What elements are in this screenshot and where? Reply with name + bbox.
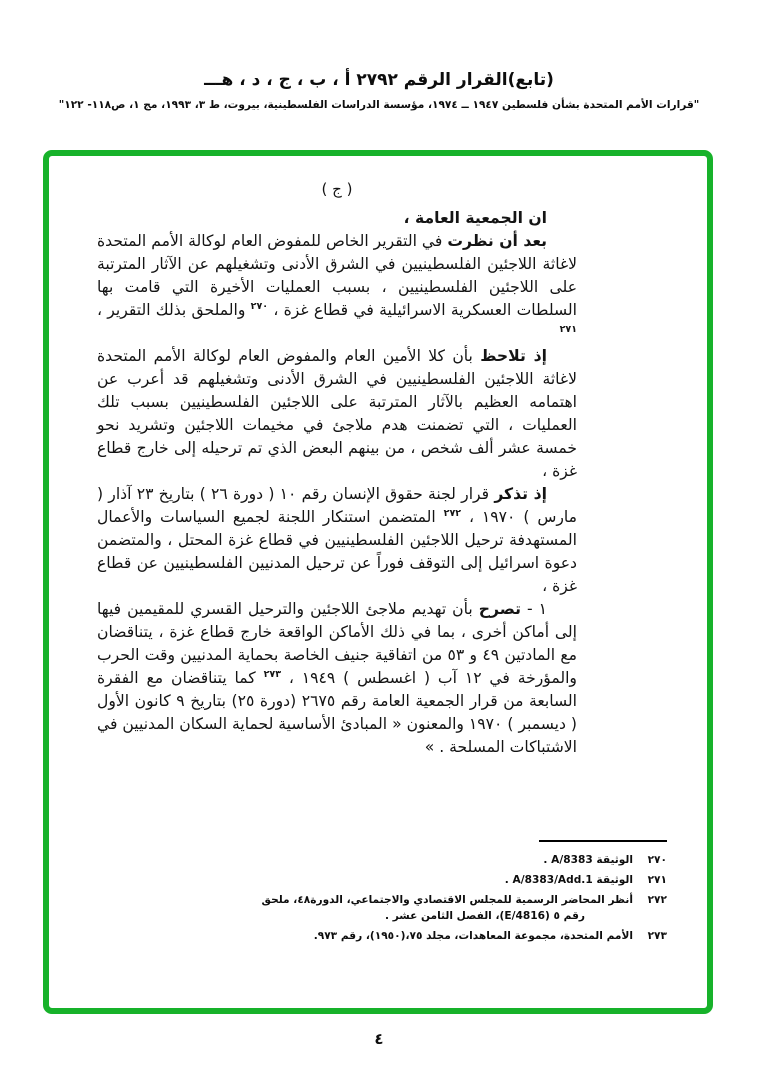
text-segment: ان الجمعية العامة ،	[403, 209, 547, 227]
footnote-reference: ٢٧٢	[443, 507, 462, 519]
footnote-separator-rule	[539, 840, 667, 842]
footnote-row	[207, 892, 667, 924]
text-segment: بأن تهديم ملاجئ اللاجئين والترحيل القسري للمقيمين فيها إلى أماكن أخرى ، بما في ذلك الأماكن الواقعة خارج قطاع غزة ، يتناقضان مع المادتين ٤٩ و ٥٣ من اتفاقية جنيف الخاصة بحماية المدنيين وقت الحرب والمؤرخة في ١٢ آب ( اغسطس ) ١٩٤٩ ،	[97, 600, 578, 687]
footnote-text	[314, 928, 633, 944]
paragraph	[97, 207, 577, 230]
green-border-frame	[43, 150, 713, 1014]
footnote-row	[207, 852, 667, 868]
footnote-line: الأمم المتحدة، مجموعة المعاهدات، مجلد ٧٥،(١٩٥٠)، رقم ٩٧٣.	[313, 930, 633, 942]
footnote-line: الوثيقة A/8383/Add.1 .	[504, 874, 633, 886]
footnote-reference: ٢٧٣	[263, 668, 281, 680]
footnote-line: الوثيقة A/8383 .	[543, 854, 633, 866]
footnote-line: رقم ٥ (E/4816)، الفصل الثامن عشر .	[384, 910, 585, 922]
footnote-text	[543, 852, 633, 868]
text-segment: قرار لجنة حقوق الإنسان رقم ١٠ ( دورة ٢٦ ) بتاريخ ٢٣ آذار ( مارس ) ١٩٧٠ ،	[97, 485, 577, 526]
footnote-row	[207, 928, 667, 944]
footnote-number: ٢٧٣	[647, 930, 667, 942]
text-segment: تصرح	[478, 600, 521, 618]
text-segment: في التقرير الخاص للمفوض العام لوكالة الأمم المتحدة لاغاثة اللاجئين الفلسطينيين في الشرق الأدنى وتشغيلهم عن الآثار المترتبة على اللاجئين الفلسطينيين ، بسبب العمليات الأخيرة التي قامت بها السلطات العسكرية الاسرائيلية في قطاع غزة ،	[97, 232, 577, 319]
footnote-text	[505, 872, 633, 888]
footnote-list	[207, 852, 667, 944]
text-segment: المتضمن استنكار اللجنة لجميع السياسات والأعمال المستهدفة ترحيل اللاجئين الفلسطينيين في قطاع غزة المحتل ، والمتضمن دعوة اسرائيل إلى التوقف فوراً عن ترحيل المدنيين الفلسطينيين عن قطاع غزة ،	[97, 508, 577, 595]
footnotes-block	[207, 840, 667, 948]
footnote-text	[262, 892, 633, 924]
resolution-title: (تابع)القرار الرقم ٢٧٩٢ أ ، ب ، ج ، د ، هـــ	[204, 70, 554, 90]
text-segment: إذ تلاحظ	[480, 347, 547, 365]
text-segment: إذ تذكر	[494, 485, 547, 503]
paragraph	[97, 483, 577, 598]
source-citation: "قرارات الأمم المتحدة بشأن فلسطين ١٩٤٧ ــ ١٩٧٤، مؤسسة الدراسات الفلسطينية، بيروت، ط ٣، ١٩٩٣، مج ١، ص١١٨- ١٢٢"	[58, 99, 700, 111]
paragraph	[97, 345, 577, 483]
paragraph	[97, 598, 577, 759]
footnote-number: ٢٧٠	[647, 854, 667, 866]
text-segment: كما يتناقضان مع الفقرة السابعة من قرار الجمعية العامة رقم ٢٦٧٥ (دورة ٢٥) بتاريخ ٩ كانون الأول ( ديسمبر ) ١٩٧٠ والمعنون « المبادئ الأساسية لحماية السكان المدنيين في الاشتباكات المسلحة . »	[97, 669, 578, 756]
page-header	[0, 70, 758, 111]
paragraph-list	[97, 207, 577, 759]
footnote-row	[207, 872, 667, 888]
text-segment: ١ -	[520, 600, 548, 618]
page-number: ٤	[374, 1030, 384, 1048]
text-segment: والملحق بذلك التقرير ،	[97, 301, 251, 319]
document-body	[97, 180, 577, 759]
footnote-reference: ٢٧١	[559, 323, 577, 335]
text-segment: بعد أن نظرت	[447, 232, 547, 250]
footnote-reference: ٢٧٠	[250, 300, 269, 312]
text-segment: بأن كلا الأمين العام والمفوض العام لوكالة الأمم المتحدة لاغاثة اللاجئين الفلسطينيين في الشرق الأدنى وتشغيلهم قد أعرب عن اهتمامه العظيم بالآثار المترتبة على اللاجئين الفلسطينيين بسبب تلك العمليات ، التي تضمنت هدم ملاجئ في مخيمات اللاجئين وتشريد نحو خمسة عشر ألف شخص ، من بينهم البعض الذي تم ترحيله إلى خارج قطاع غزة ،	[97, 347, 577, 480]
footnote-line: أنظر المحاضر الرسمية للمجلس الاقتصادي والاجتماعي، الدورة٤٨، ملحق	[261, 894, 633, 906]
paragraph	[97, 230, 577, 345]
footnote-number: ٢٧٢	[647, 894, 667, 906]
section-letter: ( ج )	[321, 180, 353, 198]
footnote-number: ٢٧١	[647, 874, 667, 886]
